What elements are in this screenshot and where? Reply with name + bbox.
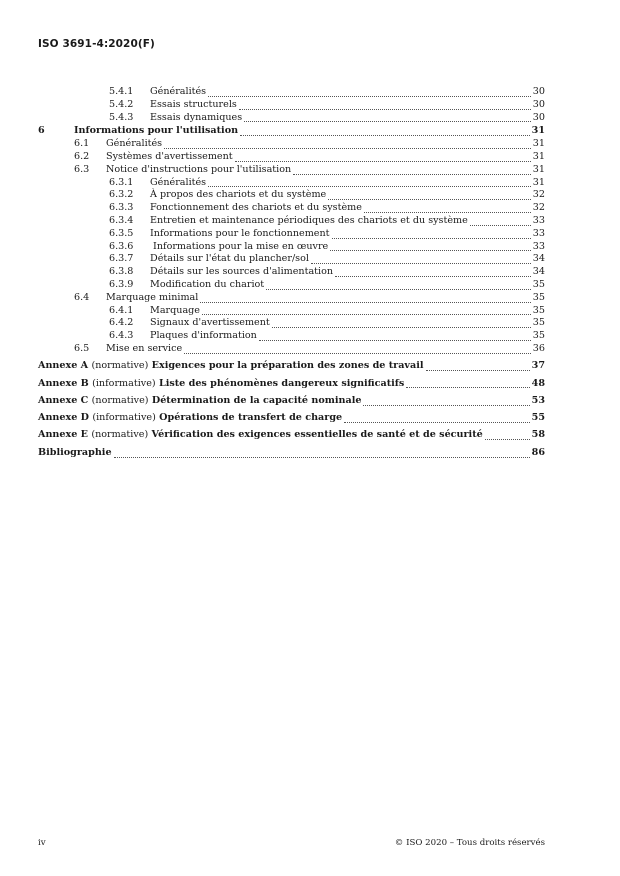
annex-title: Liste des phénomènes dangereux significatifs [158,377,405,389]
toc-entry-6-3-1[interactable] [38,177,545,190]
toc-entry-title: Détails sur les sources d'alimentation [150,266,334,278]
toc-entry-number: 6.3.3 [109,202,134,214]
dot-leader [164,148,531,149]
toc-entry-6-3-2[interactable] [38,189,545,202]
dot-leader [240,135,530,136]
annex-title: Vérification des exigences essentielles de santé et de sécurité [151,429,483,441]
toc-entry-title: Fonctionnement des chariots et du système [150,202,362,214]
toc-entry-title: Marquage minimal [106,291,199,303]
copyright-notice: © ISO 2020 – Tous droits réservés [394,838,545,848]
toc-entry-title: Informations pour le fonctionnement [150,227,330,239]
toc-entry-5-4-3[interactable] [38,112,545,125]
toc-entry-6-3-7[interactable] [38,253,545,266]
dot-leader [235,161,531,162]
toc-entry-6-3-6[interactable] [38,241,545,254]
toc-entry-page: 35 [532,330,545,342]
dot-leader [311,263,531,264]
dot-leader [202,314,531,315]
dot-leader [364,212,531,213]
toc-entry-page: 31 [532,176,545,188]
annex-type: (normative) [91,394,149,406]
toc-entry-number: 5.4.1 [109,86,134,97]
toc-entry-number: 6.3.4 [109,214,134,226]
toc-entry-number: 6.3.7 [109,253,134,265]
page-footer [38,838,545,848]
dot-leader [332,238,531,239]
dot-leader [363,405,529,406]
toc-entry-title: Modification du chariot [150,278,265,290]
toc-entry-page: 30 [532,111,545,123]
toc-entry-annex-d[interactable] [38,412,545,425]
toc-entry-6-3-4[interactable] [38,215,545,228]
toc-entry-page: 34 [532,253,545,265]
annex-label: Annexe B [38,377,89,389]
dot-leader [272,327,531,328]
toc-entry-number: 6.4.1 [109,304,134,316]
toc-entry-title: Généralités [106,138,163,150]
toc-entry-annex-b[interactable] [38,378,545,391]
annex-label: Annexe A [38,360,89,372]
dot-leader [114,457,530,458]
toc-entry-number: 6.3 [74,163,90,175]
toc-entry-page: 32 [532,202,545,214]
toc-entry-number: 6.4.2 [109,317,134,329]
toc-entry-title: Signaux d'avertissement [150,317,270,329]
toc-entry-page: 35 [532,304,545,316]
toc-entry-title: Plaques d'information [150,330,257,342]
toc-entry-page: 30 [532,86,545,97]
toc-entry-page: 58 [531,429,545,441]
toc-entry-page: 55 [531,412,545,424]
toc-entry-6-3-3[interactable] [38,202,545,215]
annex-label: Annexe D [38,412,89,424]
toc-entry-number: 6.3.9 [109,278,134,290]
toc-entry-page: 32 [532,189,545,201]
dot-leader [330,250,531,251]
toc-entry-title: Informations pour la mise en œuvre [150,240,329,252]
toc-entry-page: 33 [532,227,545,239]
toc-entry-page: 31 [532,138,545,150]
toc-entry-number: 6.3.2 [109,189,134,201]
toc-entry-title: Bibliographie [38,446,112,458]
toc-entry-annex-c[interactable] [38,395,545,408]
toc-entry-5-4-2[interactable] [38,99,545,112]
toc-entry-title: Détails sur l'état du plancher/sol [150,253,309,265]
toc-entry-number: 6.3.6 [109,240,134,252]
dot-leader [344,422,530,423]
dot-leader [208,186,531,187]
dot-leader [200,302,530,303]
annex-type: (normative) [91,429,149,441]
toc-entry-number: 6.1 [74,138,90,150]
dot-leader [184,353,531,354]
dot-leader [485,439,530,440]
dot-leader [470,225,531,226]
toc-entry-6-4-2[interactable] [38,317,545,330]
toc-entry-number: 6.2 [74,150,90,162]
toc-entry-title: À propos des chariots et du système [150,189,327,201]
toc-entry-6-1[interactable] [38,138,545,151]
dot-leader [335,276,531,277]
annex-title: Détermination de la capacité nominale [151,394,362,406]
toc-entry-number: 6.3.5 [109,227,134,239]
toc-entry-page: 53 [531,394,545,406]
toc-entry-6-4-3[interactable] [38,330,545,343]
dot-leader [208,96,531,97]
toc-entry-number: 5.4.2 [109,98,134,110]
annex-title: Opérations de transfert de charge [159,412,343,424]
annex-type: (normative) [91,360,149,372]
toc-entry-title: Entretien et maintenance périodiques des chariots et du système [150,214,468,226]
toc-entry-annex-a[interactable] [38,360,545,373]
dot-leader [239,109,531,110]
toc-entry-number: 6 [38,125,45,137]
toc-entry-number: 6.5 [74,342,90,354]
toc-entry-page: 33 [532,214,545,226]
dot-leader [244,121,531,122]
dot-leader [406,387,529,388]
toc-entry-page: 31 [532,150,545,162]
toc-entry-6-3-9[interactable] [38,279,545,292]
toc-entry-title: Généralités [150,86,207,97]
document-id: ISO 3691-4:2020(F) [38,38,155,50]
toc-entry-6-5[interactable] [38,343,545,356]
toc-entry-5-4-1[interactable] [38,86,545,99]
dot-leader [293,174,531,175]
toc-entry-title: Notice d'instructions pour l'utilisation [106,163,292,175]
dot-leader [266,289,531,290]
toc-entry-page: 31 [532,163,545,175]
annex-label: Annexe E [38,429,88,441]
toc-entry-6-3[interactable] [38,164,545,177]
toc-entry-6-2[interactable] [38,151,545,164]
toc-entry-page: 86 [531,446,545,458]
toc-entry-title: Généralités [150,176,207,188]
toc-entry-page: 35 [532,278,545,290]
toc-entry-page: 35 [532,317,545,329]
dot-leader [259,340,531,341]
toc-entry-title: Informations pour l'utilisation [74,125,239,137]
toc-entry-title: Marquage [150,304,200,316]
toc-entry-page: 34 [532,266,545,278]
toc-entry-title: Systèmes d'avertissement [106,150,233,162]
toc-entry-bibliography[interactable] [38,447,545,460]
toc-entry-page: 35 [532,291,545,303]
toc-entry-title: Essais structurels [150,98,237,110]
annex-label: Annexe C [38,394,89,406]
toc-entry-number: 6.4.3 [109,330,134,342]
toc-entry-page: 37 [531,360,545,372]
toc-entry-title: Essais dynamiques [150,111,243,123]
toc-entry-annex-e[interactable] [38,429,545,442]
toc-entry-number: 5.4.3 [109,111,134,123]
toc-entry-title: Mise en service [106,342,183,354]
dot-leader [328,199,531,200]
toc-entry-number: 6.3.8 [109,266,134,278]
toc-entry-6[interactable] [38,125,545,138]
toc-entry-page: 36 [532,342,545,354]
table-of-contents [38,86,545,460]
annex-type: (informative) [92,412,156,424]
toc-entry-6-4[interactable] [38,292,545,305]
page-number: iv [38,838,46,848]
toc-entry-number: 6.3.1 [109,176,134,188]
dot-leader [426,370,530,371]
toc-entry-page: 30 [532,98,545,110]
toc-entry-page: 48 [531,377,545,389]
toc-entry-6-4-1[interactable] [38,305,545,318]
toc-entry-6-3-5[interactable] [38,228,545,241]
annex-title: Exigences pour la préparation des zones de travail [151,360,424,372]
toc-entry-page: 31 [531,125,545,137]
annex-type: (informative) [92,377,156,389]
toc-entry-page: 33 [532,240,545,252]
toc-entry-number: 6.4 [74,291,90,303]
toc-entry-6-3-8[interactable] [38,266,545,279]
